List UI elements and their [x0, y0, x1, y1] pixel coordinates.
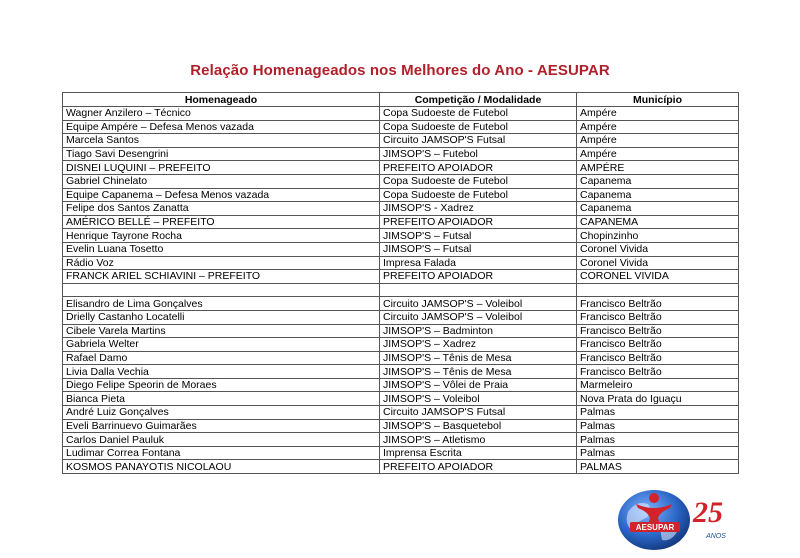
cell-municipio: Capanema — [577, 174, 739, 188]
cell-competicao: Circuito JAMSOP'S – Voleibol — [380, 310, 577, 324]
cell-homenageado: Carlos Daniel Pauluk — [63, 433, 380, 447]
cell-municipio: AMPÉRE — [577, 161, 739, 175]
cell-homenageado: Elisandro de Lima Gonçalves — [63, 297, 380, 311]
cell-municipio: Coronel Vivida — [577, 242, 739, 256]
cell-municipio: Francisco Beltrão — [577, 351, 739, 365]
cell-municipio: CAPANEMA — [577, 215, 739, 229]
cell-competicao: JIMSOP'S – Tênis de Mesa — [380, 365, 577, 379]
table-row — [63, 378, 739, 392]
cell-competicao: Copa Sudoeste de Futebol — [380, 120, 577, 134]
table-row — [63, 202, 739, 216]
cell-homenageado — [63, 283, 380, 297]
cell-municipio: Palmas — [577, 419, 739, 433]
cell-homenageado: Equipe Ampére – Defesa Menos vazada — [63, 120, 380, 134]
table-row — [63, 446, 739, 460]
cell-competicao: PREFEITO APOIADOR — [380, 215, 577, 229]
cell-competicao: Circuito JAMSOP'S Futsal — [380, 406, 577, 420]
cell-municipio: Capanema — [577, 188, 739, 202]
table-row — [63, 433, 739, 447]
cell-competicao: JIMSOP'S – Tênis de Mesa — [380, 351, 577, 365]
table-row — [63, 460, 739, 474]
table-row — [63, 107, 739, 121]
cell-homenageado: Livia Dalla Vechia — [63, 365, 380, 379]
cell-municipio: CORONEL VIVIDA — [577, 270, 739, 284]
cell-competicao: PREFEITO APOIADOR — [380, 161, 577, 175]
cell-homenageado: Drielly Castanho Locatelli — [63, 310, 380, 324]
cell-municipio: Francisco Beltrão — [577, 310, 739, 324]
cell-competicao: JIMSOP'S – Badminton — [380, 324, 577, 338]
cell-competicao: JIMSOP'S – Vôlei de Praia — [380, 378, 577, 392]
athlete-head — [649, 493, 659, 503]
cell-homenageado: Felipe dos Santos Zanatta — [63, 202, 380, 216]
table-header-row — [63, 93, 739, 107]
logo-number: 25 — [693, 496, 723, 529]
table-row — [63, 310, 739, 324]
table-row — [63, 229, 739, 243]
cell-competicao: Copa Sudoeste de Futebol — [380, 188, 577, 202]
cell-competicao: JIMSOP'S – Futsal — [380, 242, 577, 256]
logo-anos-text: ANOS — [706, 533, 726, 540]
logo-aesupar-text: AESUPAR — [635, 523, 675, 532]
cell-homenageado: Bianca Pieta — [63, 392, 380, 406]
cell-homenageado: Diego Felipe Speorin de Moraes — [63, 378, 380, 392]
cell-municipio: Palmas — [577, 446, 739, 460]
table-row — [63, 419, 739, 433]
table-row — [63, 324, 739, 338]
cell-municipio: Francisco Beltrão — [577, 297, 739, 311]
cell-competicao: Circuito JAMSOP'S – Voleibol — [380, 297, 577, 311]
cell-municipio: Ampére — [577, 107, 739, 121]
cell-municipio: Francisco Beltrão — [577, 365, 739, 379]
cell-municipio: Francisco Beltrão — [577, 324, 739, 338]
cell-competicao: JIMSOP'S – Atletismo — [380, 433, 577, 447]
table-row — [63, 365, 739, 379]
cell-competicao: Copa Sudoeste de Futebol — [380, 107, 577, 121]
cell-homenageado: Evelin Luana Tosetto — [63, 242, 380, 256]
cell-competicao: JIMSOP'S – Basquetebol — [380, 419, 577, 433]
cell-homenageado: Rafael Damo — [63, 351, 380, 365]
table-row — [63, 188, 739, 202]
table-row — [63, 283, 739, 297]
cell-competicao: Circuito JAMSOP'S Futsal — [380, 134, 577, 148]
cell-homenageado: Equipe Capanema – Defesa Menos vazada — [63, 188, 380, 202]
cell-homenageado: Gabriela Welter — [63, 338, 380, 352]
table-row — [63, 174, 739, 188]
cell-municipio: Nova Prata do Iguaçu — [577, 392, 739, 406]
cell-municipio: Capanema — [577, 202, 739, 216]
cell-competicao: Copa Sudoeste de Futebol — [380, 174, 577, 188]
cell-homenageado: DISNEI LUQUINI – PREFEITO — [63, 161, 380, 175]
cell-homenageado: Henrique Tayrone Rocha — [63, 229, 380, 243]
table-row — [63, 120, 739, 134]
cell-municipio: Ampére — [577, 120, 739, 134]
cell-homenageado: FRANCK ARIEL SCHIAVINI – PREFEITO — [63, 270, 380, 284]
table-row — [63, 134, 739, 148]
table-row — [63, 406, 739, 420]
header-municipio: Município — [577, 93, 739, 107]
table-row — [63, 297, 739, 311]
cell-homenageado: Wagner Anzilero – Técnico — [63, 107, 380, 121]
table-row — [63, 161, 739, 175]
header-homenageado: Homenageado — [63, 93, 380, 107]
cell-competicao: Imprensa Escrita — [380, 446, 577, 460]
table-row — [63, 351, 739, 365]
cell-municipio: Ampére — [577, 147, 739, 161]
table-row — [63, 270, 739, 284]
table-row — [63, 338, 739, 352]
cell-municipio: Coronel Vivida — [577, 256, 739, 270]
cell-municipio: PALMAS — [577, 460, 739, 474]
cell-competicao: PREFEITO APOIADOR — [380, 460, 577, 474]
table-body — [63, 107, 739, 474]
cell-municipio: Ampére — [577, 134, 739, 148]
cell-competicao: Impresa Falada — [380, 256, 577, 270]
cell-competicao: JIMSOP'S - Xadrez — [380, 202, 577, 216]
cell-municipio: Francisco Beltrão — [577, 338, 739, 352]
cell-homenageado: Marcela Santos — [63, 134, 380, 148]
cell-municipio: Marmeleiro — [577, 378, 739, 392]
cell-competicao: JIMSOP'S – Futsal — [380, 229, 577, 243]
cell-homenageado: Gabriel Chinelato — [63, 174, 380, 188]
cell-competicao: JIMSOP'S – Xadrez — [380, 338, 577, 352]
header-competicao: Competição / Modalidade — [380, 93, 577, 107]
cell-competicao: PREFEITO APOIADOR — [380, 270, 577, 284]
honorees-table — [62, 92, 739, 474]
cell-municipio: Palmas — [577, 433, 739, 447]
cell-homenageado: Rádio Voz — [63, 256, 380, 270]
cell-competicao: JIMSOP'S – Futebol — [380, 147, 577, 161]
cell-municipio: Palmas — [577, 406, 739, 420]
table-row — [63, 147, 739, 161]
cell-homenageado: Cibele Varela Martins — [63, 324, 380, 338]
cell-homenageado: Eveli Barrinuevo Guimarães — [63, 419, 380, 433]
cell-homenageado: André Luiz Gonçalves — [63, 406, 380, 420]
cell-municipio — [577, 283, 739, 297]
cell-homenageado: KOSMOS PANAYOTIS NICOLAOU — [63, 460, 380, 474]
cell-homenageado: Ludimar Correa Fontana — [63, 446, 380, 460]
table-row — [63, 256, 739, 270]
cell-homenageado: Tiago Savi Desengrini — [63, 147, 380, 161]
cell-competicao: JIMSOP'S – Voleibol — [380, 392, 577, 406]
table-row — [63, 215, 739, 229]
cell-municipio: Chopinzinho — [577, 229, 739, 243]
aesupar-25-anos-logo — [614, 482, 734, 554]
table-row — [63, 242, 739, 256]
cell-homenageado: AMÉRICO BELLÉ – PREFEITO — [63, 215, 380, 229]
page-title: Relação Homenageados nos Melhores do Ano - AESUPAR — [190, 62, 610, 79]
table-row — [63, 392, 739, 406]
cell-competicao — [380, 283, 577, 297]
